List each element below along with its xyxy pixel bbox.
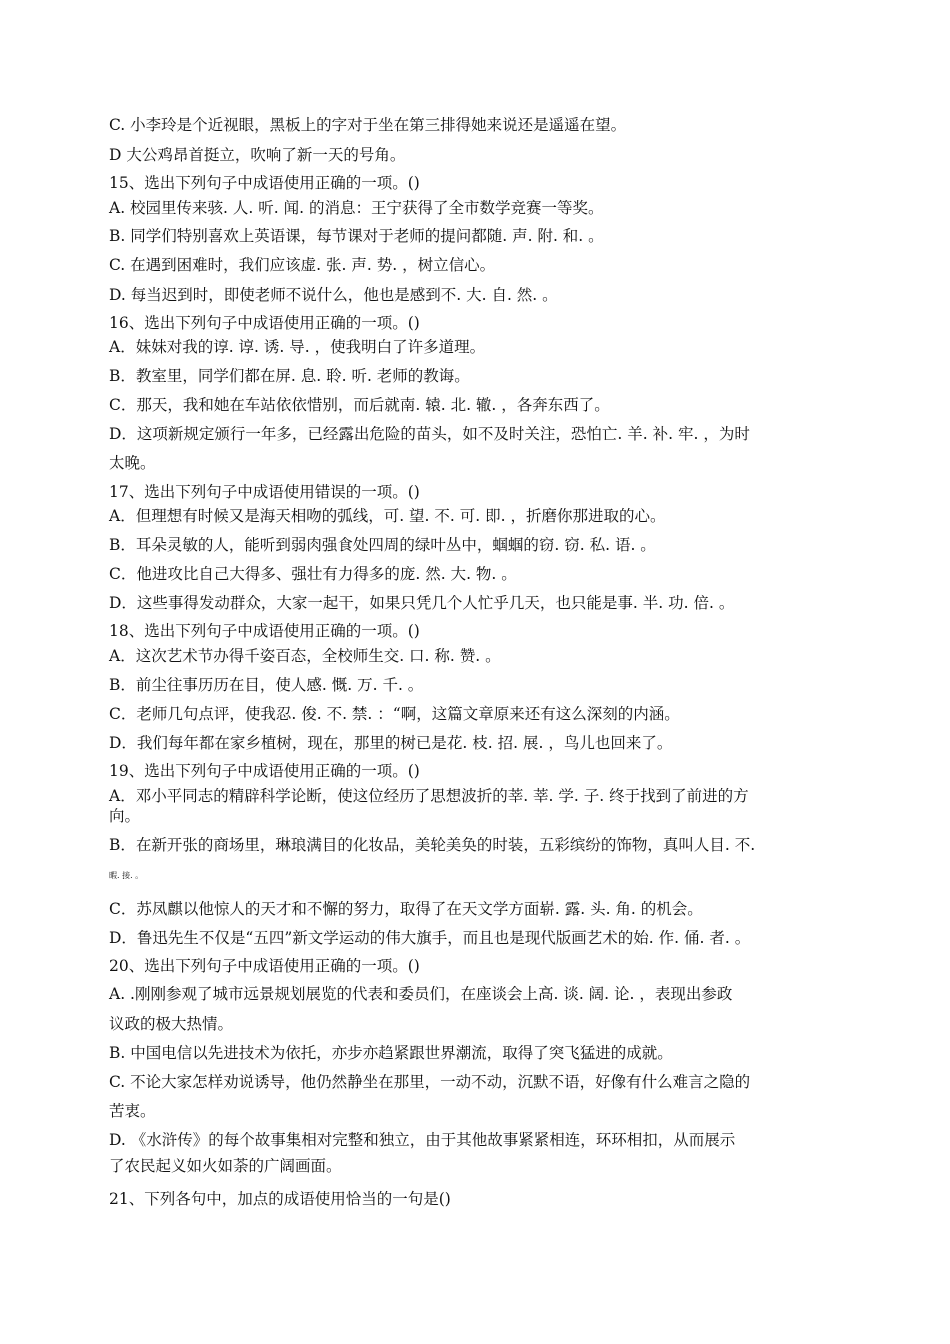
- option-line: B. 中国电信以先进技术为依托，亦步亦趋紧跟世界潮流，取得了突飞猛进的成就。: [109, 1044, 673, 1062]
- question-heading: 16、选出下列句子中成语使用正确的一项。(): [109, 314, 420, 332]
- option-line: A．邓小平同志的精辟科学论断，使这位经历了思想波折的莘. 莘. 学. 子. 终于找到了前进的方: [109, 787, 749, 805]
- option-line: D．这些事得发动群众，大家一起干，如果只凭几个人忙乎几天，也只能是事. 半. 功. 倍. 。: [109, 594, 735, 612]
- option-line: 太晚。: [109, 454, 156, 472]
- option-line: C．苏凤麒以他惊人的天才和不懈的努力，取得了在天文学方面崭. 露. 头. 角. 的机会。: [109, 900, 703, 918]
- option-line: D．鲁迅先生不仅是“五四”新文学运动的伟大旗手，而且也是现代版画艺术的始. 作. 俑. 者. 。: [109, 929, 751, 947]
- question-heading: 20、选出下列句子中成语使用正确的一项。(): [109, 957, 420, 975]
- text-line: C. 小李玲是个近视眼，黑板上的字对于坐在第三排得她来说还是遥遥在望。: [109, 116, 627, 134]
- option-line: 议政的极大热情。: [109, 1015, 234, 1033]
- option-line: C. 不论大家怎样劝说诱导，他仍然静坐在那里，一动不动，沉默不语，好像有什么难言之隐的: [109, 1073, 751, 1091]
- option-line: 苦衷。: [109, 1102, 156, 1120]
- option-line: C．他进攻比自己大得多、强壮有力得多的庞. 然. 大. 物. 。: [109, 565, 517, 583]
- option-line: B．在新开张的商场里，琳琅满目的化妆品，美轮美奂的时装，五彩缤纷的饰物，真叫人目. 不.: [109, 836, 756, 854]
- option-line: A．这次艺术节办得千姿百态，全校师生交. 口. 称. 赞. 。: [109, 647, 501, 665]
- option-line: A. .刚刚参观了城市远景规划展览的代表和委员们，在座谈会上高. 谈. 阔. 论. ，表现出参政: [109, 985, 733, 1003]
- option-line: B．教室里，同学们都在屏. 息. 聆. 听. 老师的教诲。: [109, 367, 470, 385]
- option-line: D. 每当迟到时，即使老师不说什么，他也是感到不. 大. 自. 然. 。: [109, 286, 558, 304]
- option-line: 了农民起义如火如荼的广阔画面。: [109, 1157, 342, 1175]
- option-line: D．这项新规定颁行一年多，已经露出危险的苗头，如不及时关注，恐怕亡. 羊. 补. 牢. ，为时: [109, 425, 750, 443]
- option-line: C．那天，我和她在车站依依惜别，而后就南. 辕. 北. 辙. ，各奔东西了。: [109, 396, 610, 414]
- option-line: D. 《水浒传》的每个故事集相对完整和独立，由于其他故事紧紧相连，环环相扣，从而展示: [109, 1131, 736, 1149]
- option-line: 向。: [109, 807, 141, 825]
- question-heading: 18、选出下列句子中成语使用正确的一项。(): [109, 622, 420, 640]
- question-heading: 15、选出下列句子中成语使用正确的一项。(): [109, 174, 420, 192]
- option-line: A. 校园里传来骇. 人. 听. 闻. 的消息：王宁获得了全市数学竞赛一等奖。: [109, 199, 604, 217]
- text-line: D 大公鸡昂首挺立，吹响了新一天的号角。: [109, 146, 406, 164]
- option-line: A．妹妹对我的谆. 谆. 诱. 导. ，使我明白了许多道理。: [109, 338, 486, 356]
- option-line: B．前尘往事历历在目，使人感. 慨. 万. 千. 。: [109, 676, 424, 694]
- question-heading: 17、选出下列句子中成语使用错误的一项。(): [109, 483, 420, 501]
- question-heading: 19、选出下列句子中成语使用正确的一项。(): [109, 762, 420, 780]
- option-line: B．耳朵灵敏的人，能听到弱肉强食处四周的绿叶丛中，蝈蝈的窃. 窃. 私. 语. 。: [109, 536, 656, 554]
- option-line: 暇. 接. 。: [109, 871, 144, 880]
- option-line: C．老师几句点评，使我忍. 俊. 不. 禁. ：“啊，这篇文章原来还有这么深刻的内涵。: [109, 705, 680, 723]
- option-line: C. 在遇到困难时，我们应该虚. 张. 声. 势. ，树立信心。: [109, 256, 496, 274]
- option-line: B. 同学们特别喜欢上英语课，每节课对于老师的提问都随. 声. 附. 和. 。: [109, 227, 604, 245]
- option-line: A．但理想有时候又是海天相吻的弧线，可. 望. 不. 可. 即. ，折磨你那进取的心。: [109, 507, 666, 525]
- option-line: D．我们每年都在家乡植树，现在，那里的树已是花. 枝. 招. 展. ，鸟儿也回来了。: [109, 734, 673, 752]
- question-heading: 21、下列各句中，加点的成语使用恰当的一句是(): [109, 1190, 451, 1208]
